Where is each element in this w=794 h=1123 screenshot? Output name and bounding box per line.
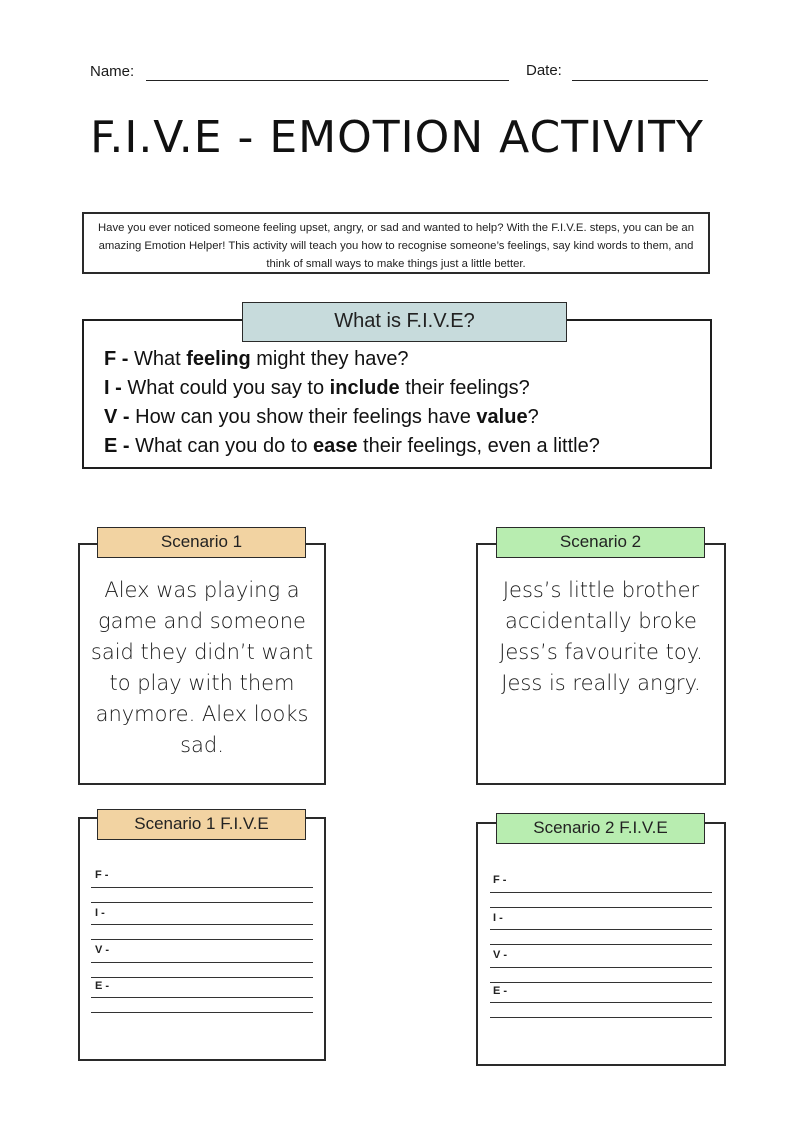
intro-box (82, 212, 710, 274)
scenario-2-text: Jess’s little brother accidentally broke Jess’s favourite toy. Jess is really angry. (499, 578, 703, 695)
scenario-1-text: Alex was playing a game and someone said they didn’t want to play with them anymore. Alex looks sad. (90, 578, 314, 757)
s1-answer-line[interactable] (91, 939, 313, 940)
s2-answer-line[interactable] (490, 944, 712, 945)
s2-answer-line[interactable] (490, 907, 712, 908)
s1-answer-line[interactable] (91, 997, 313, 998)
s2-row-i-label: I - (493, 912, 503, 924)
s2-row-v-label: V - (493, 949, 508, 961)
five-line-keyword: include (329, 377, 400, 399)
s1-row-v-label: V - (95, 944, 110, 956)
five-line (104, 374, 710, 403)
five-line-key: I - (104, 377, 122, 399)
scenario-1-label: Scenario 1 (160, 532, 243, 551)
five-line-keyword: value (476, 406, 528, 428)
five-line-text: What could you say to (121, 377, 330, 399)
five-line-text: How can you show their feelings have (129, 406, 477, 428)
scenario-2-label: Scenario 2 (559, 532, 642, 551)
five-line-text: their feelings? (399, 377, 530, 399)
s1-answer-line[interactable] (91, 962, 313, 963)
s2-answer-line[interactable] (490, 1002, 712, 1003)
five-line-text: What (128, 348, 187, 370)
five-line (104, 432, 710, 461)
name-field[interactable] (146, 64, 509, 81)
date-label: Date: (526, 62, 562, 79)
s1-answer-line[interactable] (91, 1012, 313, 1013)
s2-answer-line[interactable] (490, 967, 712, 968)
five-line-keyword: feeling (186, 348, 251, 370)
s1-answer-line[interactable] (91, 902, 313, 903)
s1-answer-line[interactable] (91, 924, 313, 925)
s2-answer-line[interactable] (490, 929, 712, 930)
s1-row-e-label: E - (95, 980, 110, 992)
s2-answer-line[interactable] (490, 1017, 712, 1018)
five-line (104, 403, 710, 432)
scenario-2-tab (496, 527, 705, 558)
five-line-key: F - (104, 348, 129, 370)
s2-answer-line[interactable] (490, 892, 712, 893)
five-heading-tab (242, 302, 567, 342)
s2-row-f-label: F - (493, 874, 507, 886)
s1-row-i-label: I - (95, 907, 105, 919)
s2-row-e-label: E - (493, 985, 508, 997)
s1-answer-line[interactable] (91, 887, 313, 888)
five-heading: What is F.I.V.E? (334, 310, 475, 332)
five-line-text: ? (527, 406, 539, 428)
scenario-1-tab (97, 527, 306, 558)
five-line-text: their feelings, even a little? (357, 435, 600, 457)
date-field[interactable] (572, 64, 708, 81)
intro-text: Have you ever noticed someone feeling upset, angry, or sad and wanted to help? With the F.I.V.E. steps, you can be an amazing Emotion Helper! This activity will teach you how to recognise someone’s feelings, say kind words to them, and think of small ways to make things just a little better. (98, 222, 694, 270)
five-line-key: E - (104, 435, 130, 457)
s2-answer-line[interactable] (490, 982, 712, 983)
s1-row-f-label: F - (95, 869, 109, 881)
five-definition-list (104, 345, 710, 461)
s1-answer-line[interactable] (91, 977, 313, 978)
scenario-2-five-tab (496, 813, 705, 844)
scenario-2-five-label: Scenario 2 F.I.V.E (533, 818, 668, 837)
page-title: F.I.V.E - EMOTION ACTIVITY (90, 112, 704, 163)
scenario-1-five-tab (97, 809, 306, 840)
five-line-keyword: ease (313, 435, 358, 457)
five-line-text: What can you do to (129, 435, 313, 457)
five-line-key: V - (104, 406, 130, 428)
five-line (104, 345, 710, 374)
name-label: Name: (90, 63, 135, 80)
five-line-text: might they have? (250, 348, 409, 370)
scenario-1-five-label: Scenario 1 F.I.V.E (134, 814, 269, 833)
